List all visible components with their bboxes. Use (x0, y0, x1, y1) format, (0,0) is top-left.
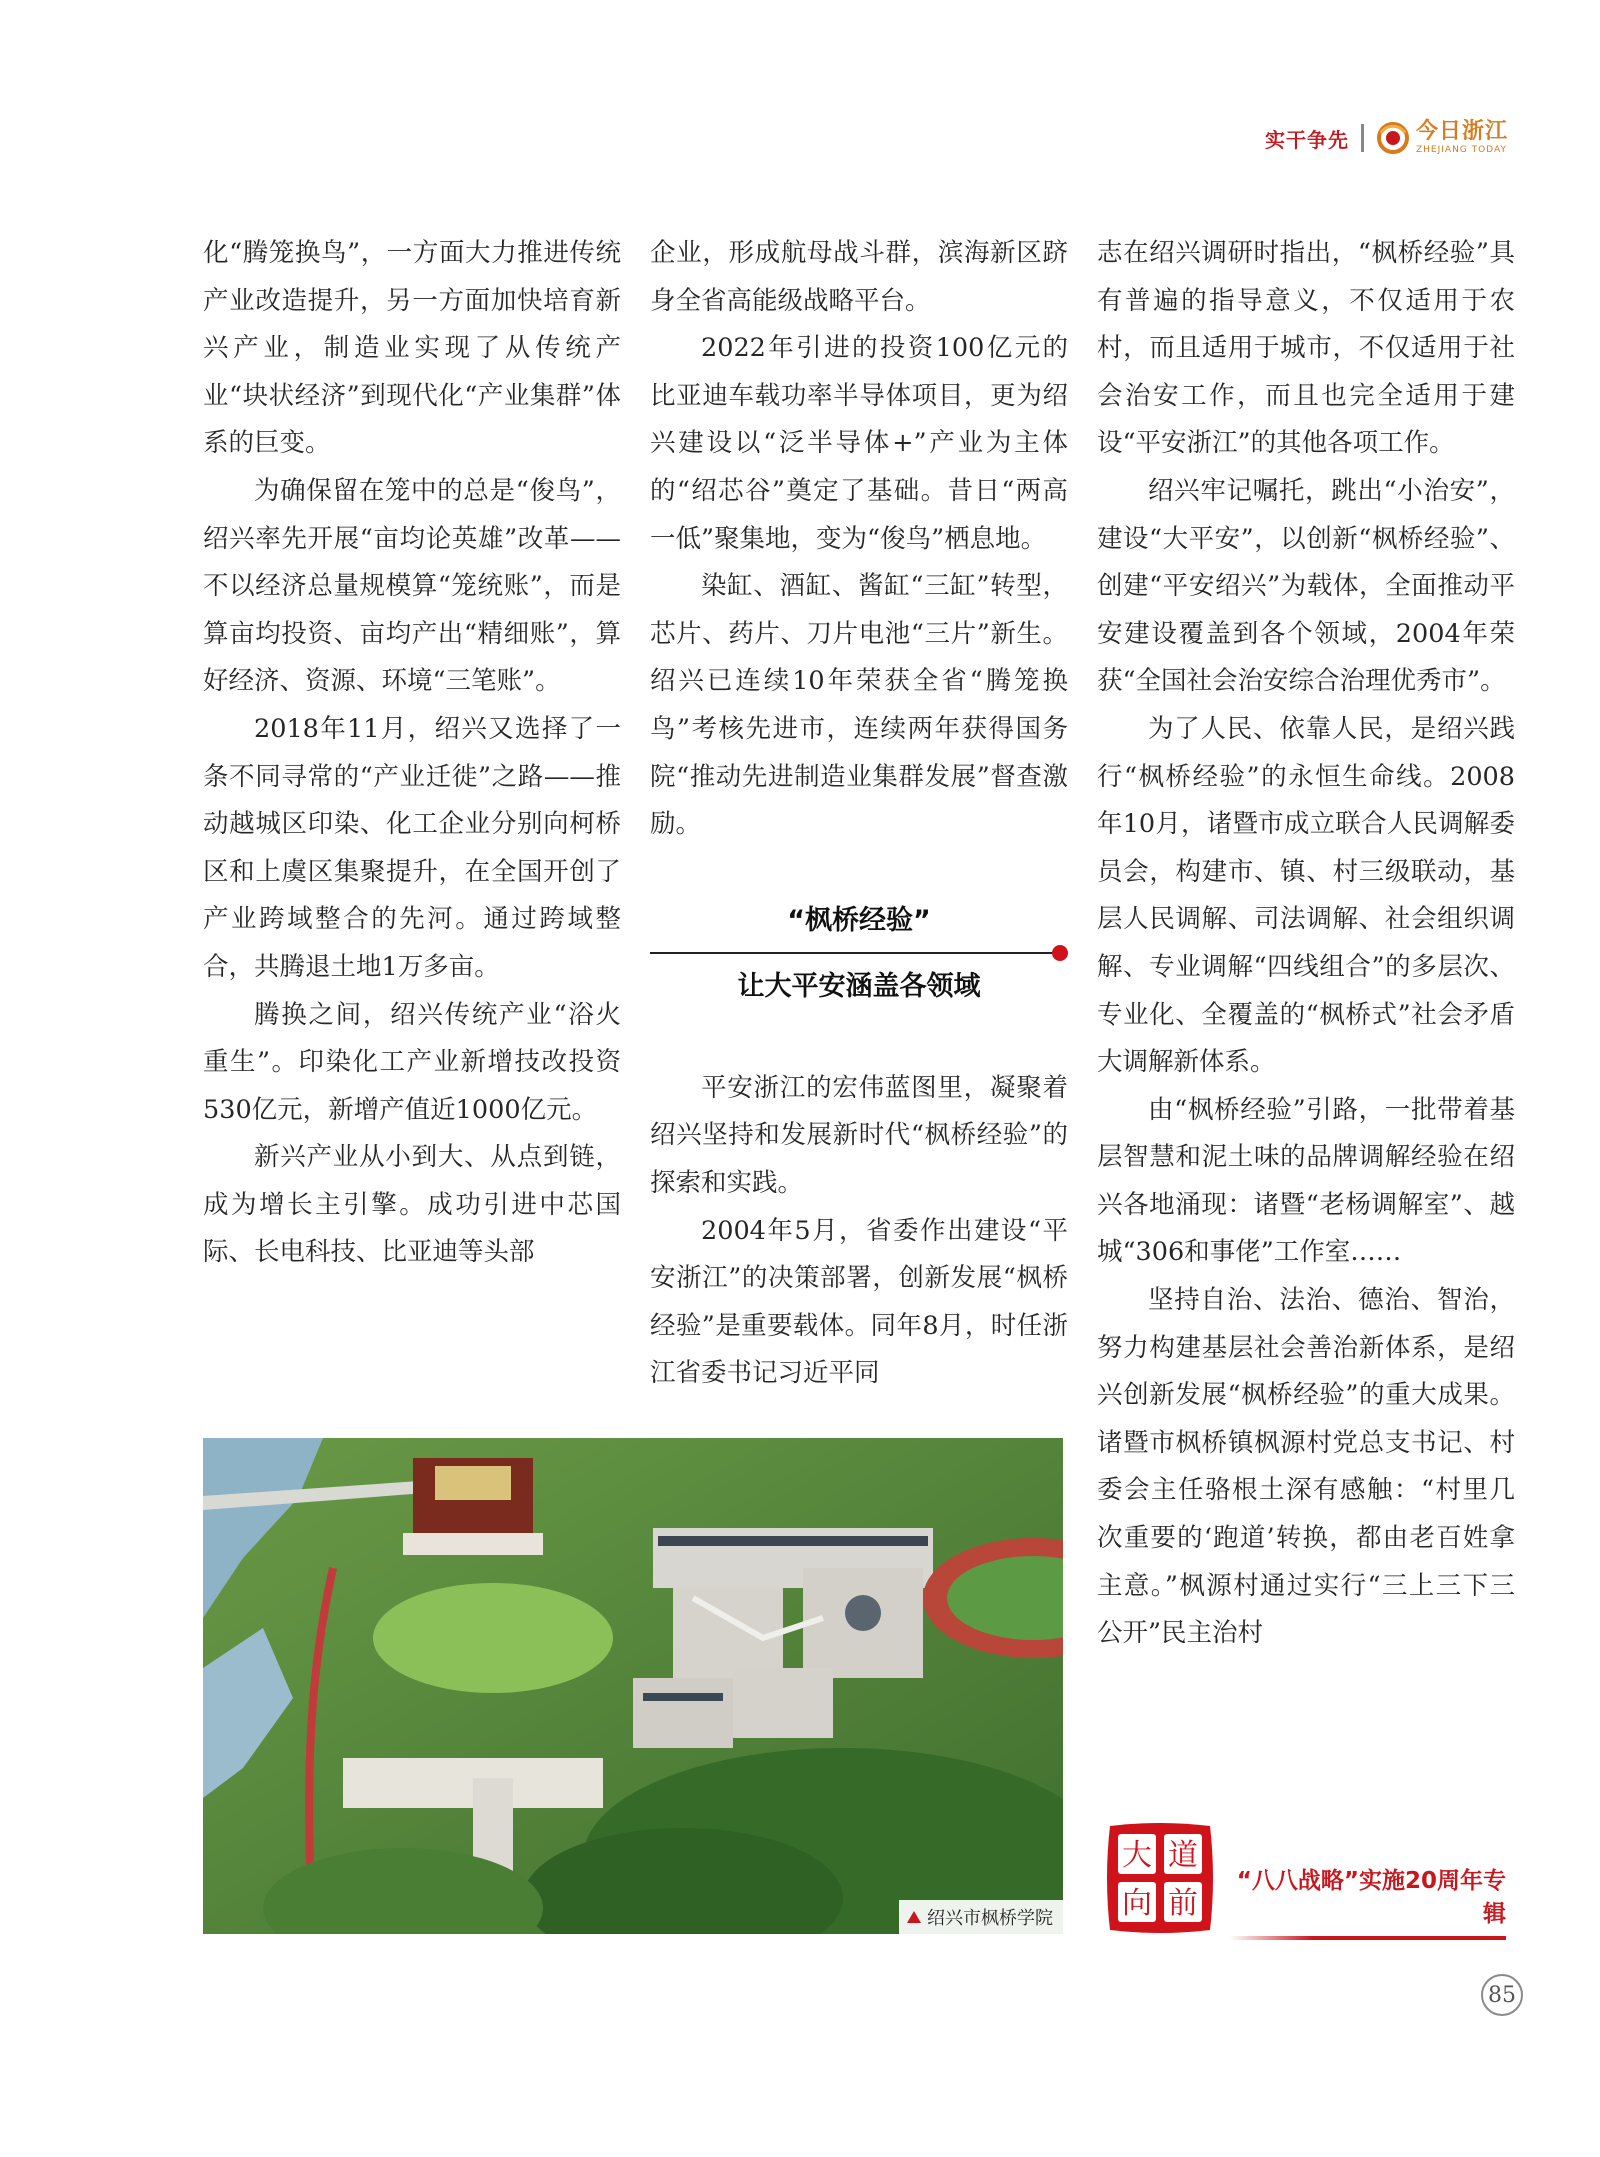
photo-caption-text: 绍兴市枫桥学院 (927, 1908, 1053, 1929)
header-divider (1361, 124, 1364, 152)
paragraph: 2004年5月，省委作出建设“平安浙江”的决策部署，创新发展“枫桥经验”是重要载体。同年8月，时任浙江省委书记习近平同 (650, 1215, 1068, 1389)
logo-name-cn: 今日浙江 (1415, 119, 1508, 144)
section-heading-line-2: 让大平安涵盖各领域 (737, 970, 981, 1002)
logo-name-en: ZHEJIANG TODAY (1415, 145, 1507, 155)
paragraph: 坚持自治、法治、德治、智治，努力构建基层社会善治新体系，是绍兴创新发展“枫桥经验”的重大成果。诸暨市枫桥镇枫源村党总支书记、村委会主任骆根土深有感触：“村里几次重要的‘跑道’转换，都由老百姓拿主意。”枫源村通过实行“三上三下三公开”民主治村 (1097, 1285, 1515, 1649)
triangle-marker-icon (907, 1911, 921, 1923)
page-number: 85 (1481, 1974, 1523, 2016)
paragraph: 腾换之间，绍兴传统产业“浴火重生”。印染化工产业新增技改投资530亿元，新增产值近1000亿元。 (203, 999, 621, 1125)
logo-swirl-icon (1376, 121, 1410, 155)
paragraph: 2022年引进的投资100亿元的比亚迪车载功率半导体项目，更为绍兴建设以“泛半导体+”产业为主体的“绍芯谷”奠定了基础。昔日“两高一低”聚集地，变为“俊鸟”栖息地。 (650, 333, 1068, 554)
article-column-1 (203, 230, 621, 1277)
page-header (1265, 116, 1508, 160)
paragraph: 为确保留在笼中的总是“俊鸟”，绍兴率先开展“亩均论英雄”改革——不以经济总量规模算“笼统账”，而是算亩均投资、亩均产出“精细账”，算好经济、资源、环境“三笔账”。 (203, 475, 621, 697)
article-column-2 (650, 230, 1068, 1398)
svg-text:前: 前 (1168, 1886, 1198, 1921)
section-heading (650, 901, 1068, 1007)
paragraph: 为了人民、依靠人民，是绍兴践行“枫桥经验”的永恒生命线。2008年10月，诸暨市成立联合人民调解委员会，构建市、镇、村三级联动，基层人民调解、司法调解、社会组织调解、专业调解“四线组合”的多层次、专业化、全覆盖的“枫桥式”社会矛盾大调解新体系。 (1097, 713, 1515, 1078)
svg-text:大: 大 (1122, 1838, 1152, 1873)
aerial-photo-illustration (203, 1438, 1063, 1934)
special-issue-banner (1230, 1862, 1506, 1940)
paragraph: 绍兴牢记嘱托，跳出“小治安”，建设“大平安”，以创新“枫桥经验”、创建“平安绍兴”为载体，全面推动平安建设覆盖到各个领域，2004年荣获“全国社会治安综合治理优秀市”。 (1097, 475, 1515, 697)
article-column-3 (1097, 230, 1515, 1658)
paragraph: 新兴产业从小到大、从点到链，成为增长主引擎。成功引进中芯国际、长电科技、比亚迪等头部 (203, 1142, 621, 1268)
magazine-logo (1376, 121, 1508, 155)
paragraph: 企业，形成航母战斗群，滨海新区跻身全省高能级战略平台。 (650, 238, 1068, 316)
section-heading-rule (650, 945, 1068, 961)
svg-text:向: 向 (1122, 1886, 1152, 1921)
aerial-photo (203, 1438, 1063, 1934)
paragraph: 志在绍兴调研时指出，“枫桥经验”具有普遍的指导意义，不仅适用于农村，而且适用于城市，不仅适用于社会治安工作，而且也完全适用于建设“平安浙江”的其他各项工作。 (1097, 238, 1515, 459)
section-heading-line-1: “枫桥经验” (787, 904, 931, 936)
special-issue-title: “八八战略”实施20周年专辑 (1236, 1868, 1506, 1927)
paragraph: 染缸、酒缸、酱缸“三缸”转型，芯片、药片、刀片电池“三片”新生。绍兴已连续10年荣获全省“腾笼换鸟”考核先进市，连续两年获得国务院“推动先进制造业集群发展”督查激励。 (650, 571, 1068, 840)
red-dot-icon (1052, 945, 1068, 961)
svg-text:道: 道 (1168, 1838, 1198, 1873)
paragraph: 化“腾笼换鸟”，一方面大力推进传统产业改造提升，另一方面加快培育新兴产业，制造业实现了从传统产业“块状经济”到现代化“产业集群”体系的巨变。 (203, 238, 621, 459)
section-label: 实干争先 (1264, 127, 1349, 152)
paragraph: 由“枫桥经验”引路，一批带着基层智慧和泥土味的品牌调解经验在绍兴各地涌现：诸暨“老杨调解室”、越城“306和事佬”工作室…… (1097, 1094, 1515, 1268)
paragraph: 平安浙江的宏伟蓝图里，凝聚着绍兴坚持和发展新时代“枫桥经验”的探索和实践。 (650, 1072, 1068, 1198)
photo-caption (899, 1900, 1063, 1934)
banner-underline (1230, 1936, 1506, 1940)
seal-stamp (1100, 1818, 1220, 1938)
paragraph: 2018年11月，绍兴又选择了一条不同寻常的“产业迁徙”之路——推动越城区印染、化工企业分别向柯桥区和上虞区集聚提升，在全国开创了产业跨域整合的先河。通过跨域整合，共腾退土地1万多亩。 (203, 713, 621, 982)
